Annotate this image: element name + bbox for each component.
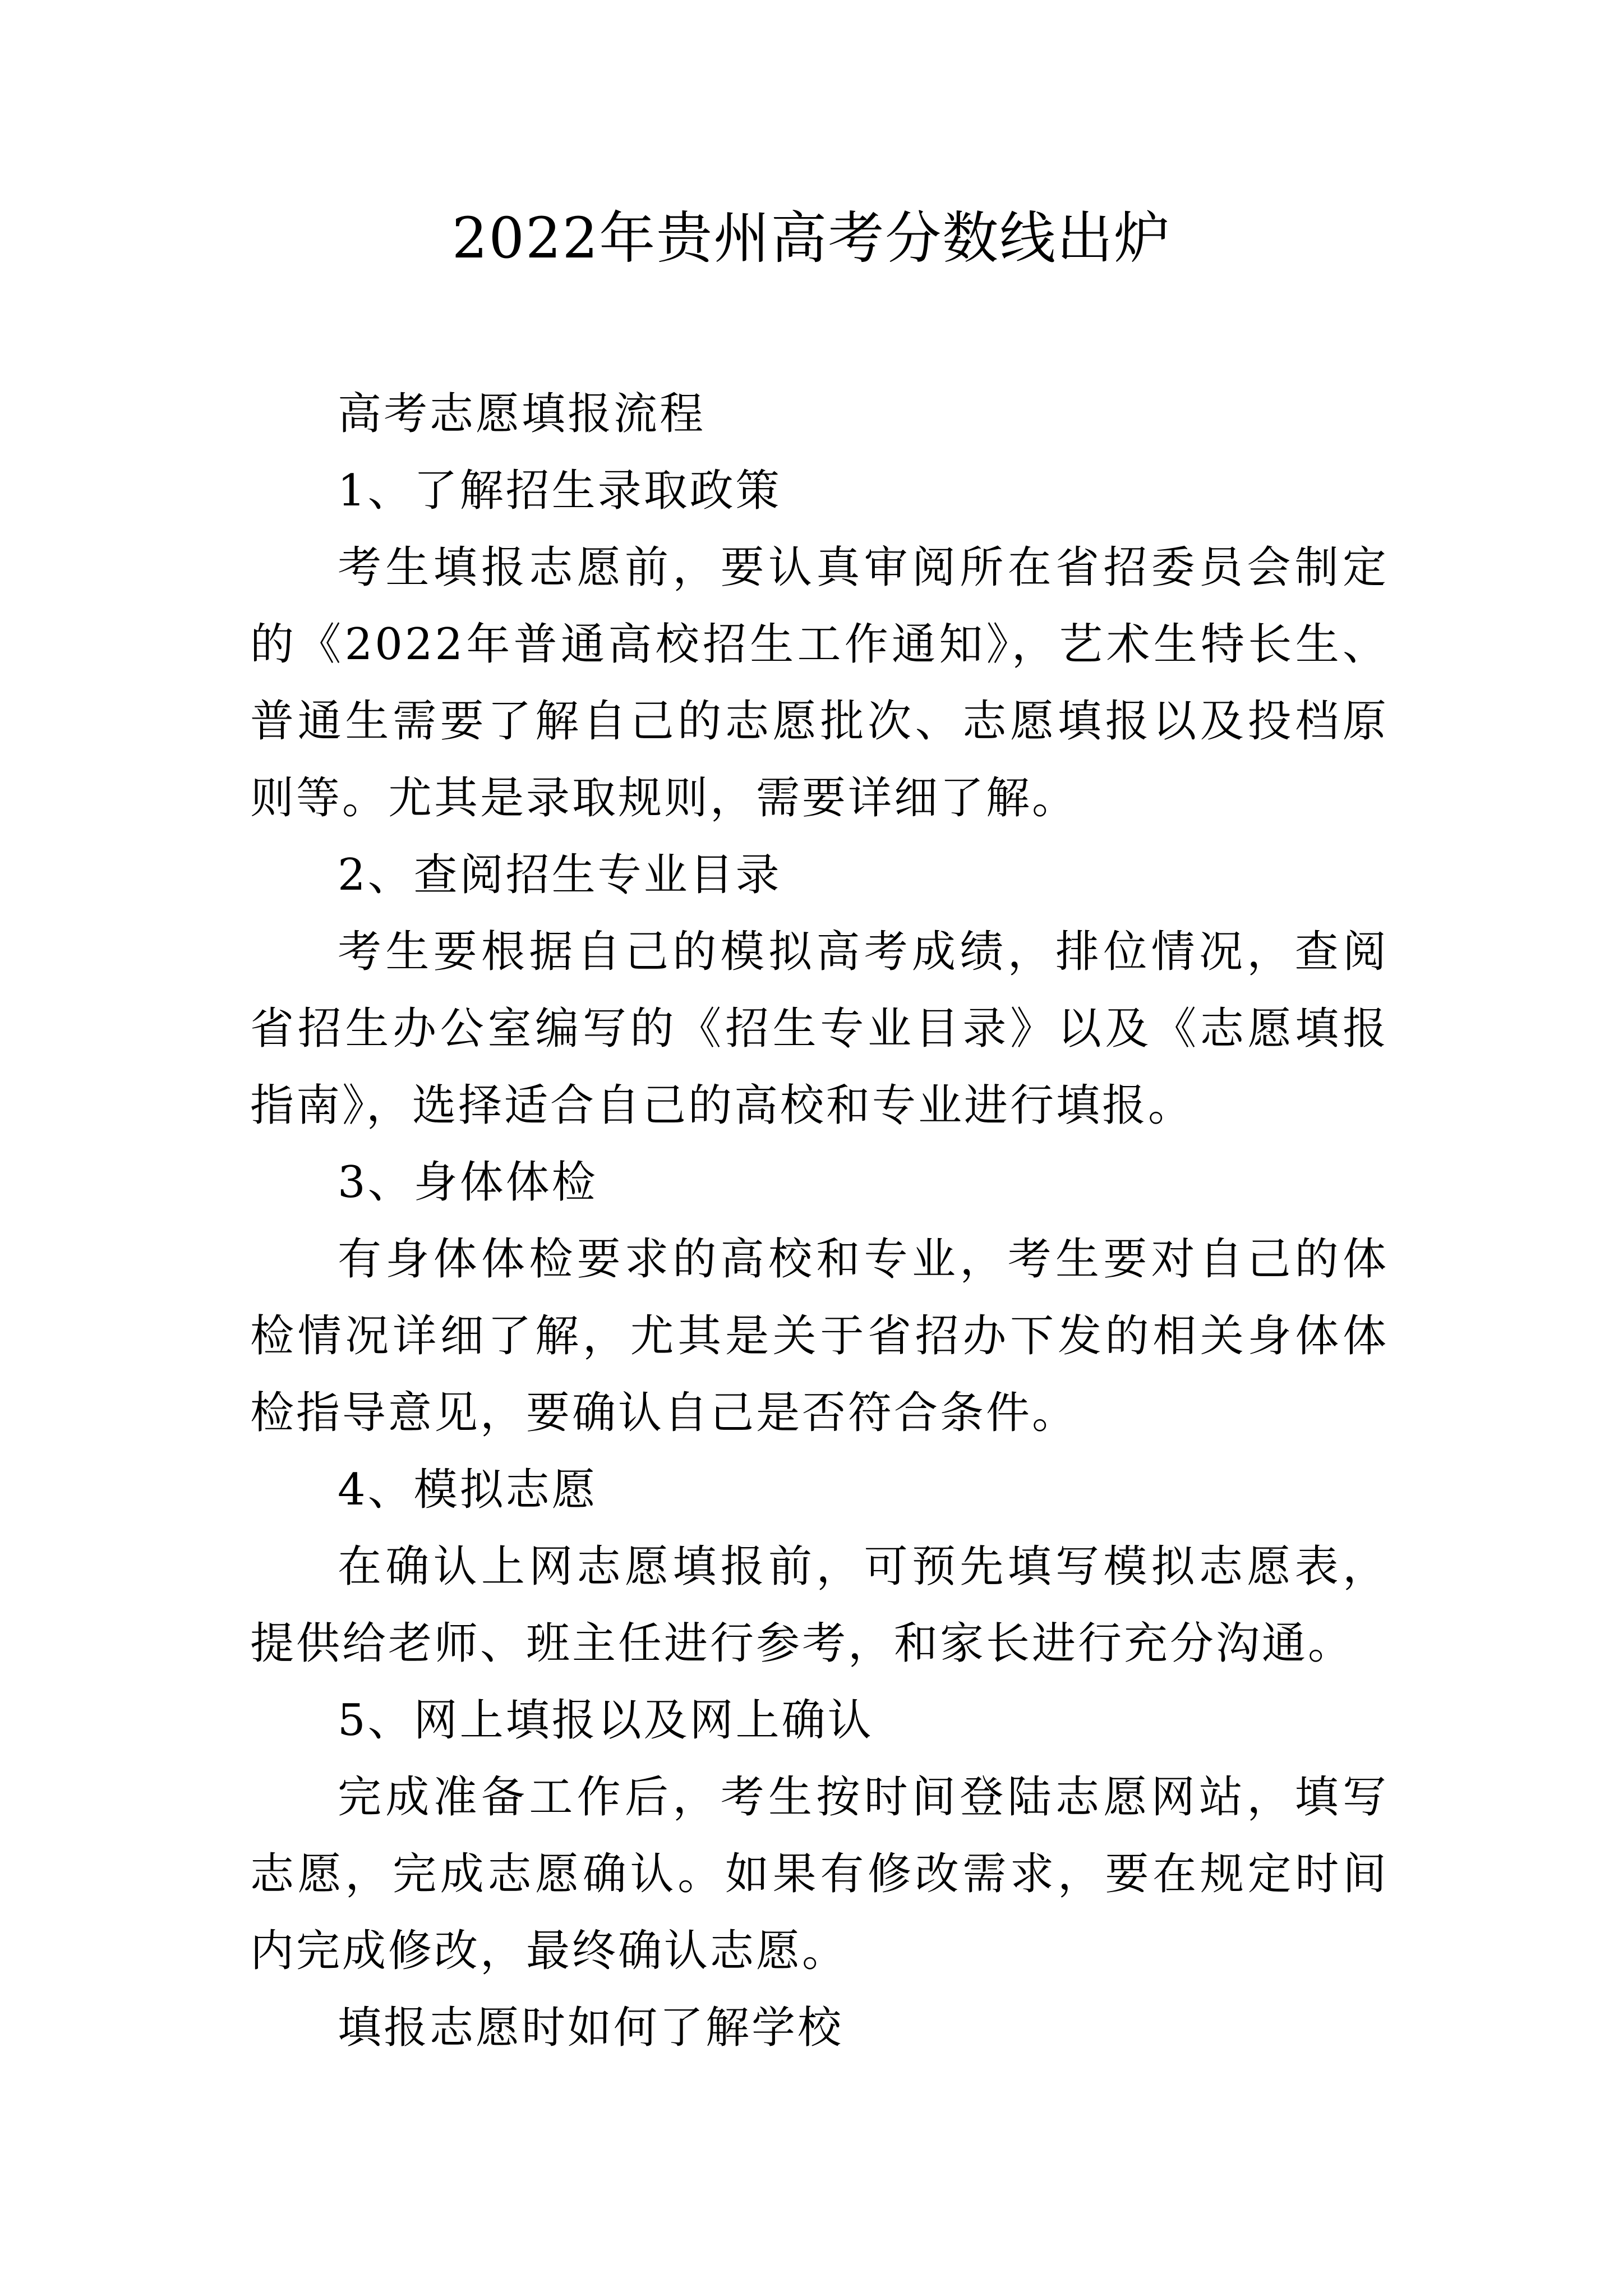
step-text-5: 完成准备工作后，考生按时间登陆志愿网站，填写志愿，完成志愿确认。如果有修改需求，要在规定时间内完成修改，最终确认志愿。 (250, 1772, 1389, 1976)
step-heading-2: 2、查阅招生专业目录 (338, 850, 782, 900)
step-heading-1: 1、了解招生录取政策 (338, 466, 782, 516)
step-text-4: 在确认上网志愿填报前，可预先填写模拟志愿表，提供给老师、班主任进行参考，和家长进行充分沟通。 (250, 1542, 1389, 1669)
document-title: 2022年贵州高考分数线出炉 (451, 205, 1172, 271)
document-body (250, 376, 1389, 2067)
step-heading-3: 3、身体体检 (338, 1157, 598, 1208)
step-heading-4: 4、模拟志愿 (338, 1465, 598, 1515)
step-text-3: 有身体体检要求的高校和专业，考生要对自己的体检情况详细了解，尤其是关于省招办下发的相关身体体检指导意见，要确认自己是否符合条件。 (250, 1234, 1389, 1438)
step-text-1: 考生填报志愿前，要认真审阅所在省招委员会制定的《2022年普通高校招生工作通知》，艺术生特长生、普通生需要了解自己的志愿批次、志愿填报以及投档原则等。尤其是录取规则，需要详细了解。 (250, 542, 1389, 823)
section-heading-process: 高考志愿填报流程 (338, 389, 706, 439)
step-heading-5: 5、网上填报以及网上确认 (338, 1695, 874, 1746)
section-heading-school-info: 填报志愿时如何了解学校 (338, 2003, 844, 2053)
step-text-2: 考生要根据自己的模拟高考成绩，排位情况，查阅省招生办公室编写的《招生专业目录》以及《志愿填报指南》，选择适合自己的高校和专业进行填报。 (250, 927, 1389, 1131)
